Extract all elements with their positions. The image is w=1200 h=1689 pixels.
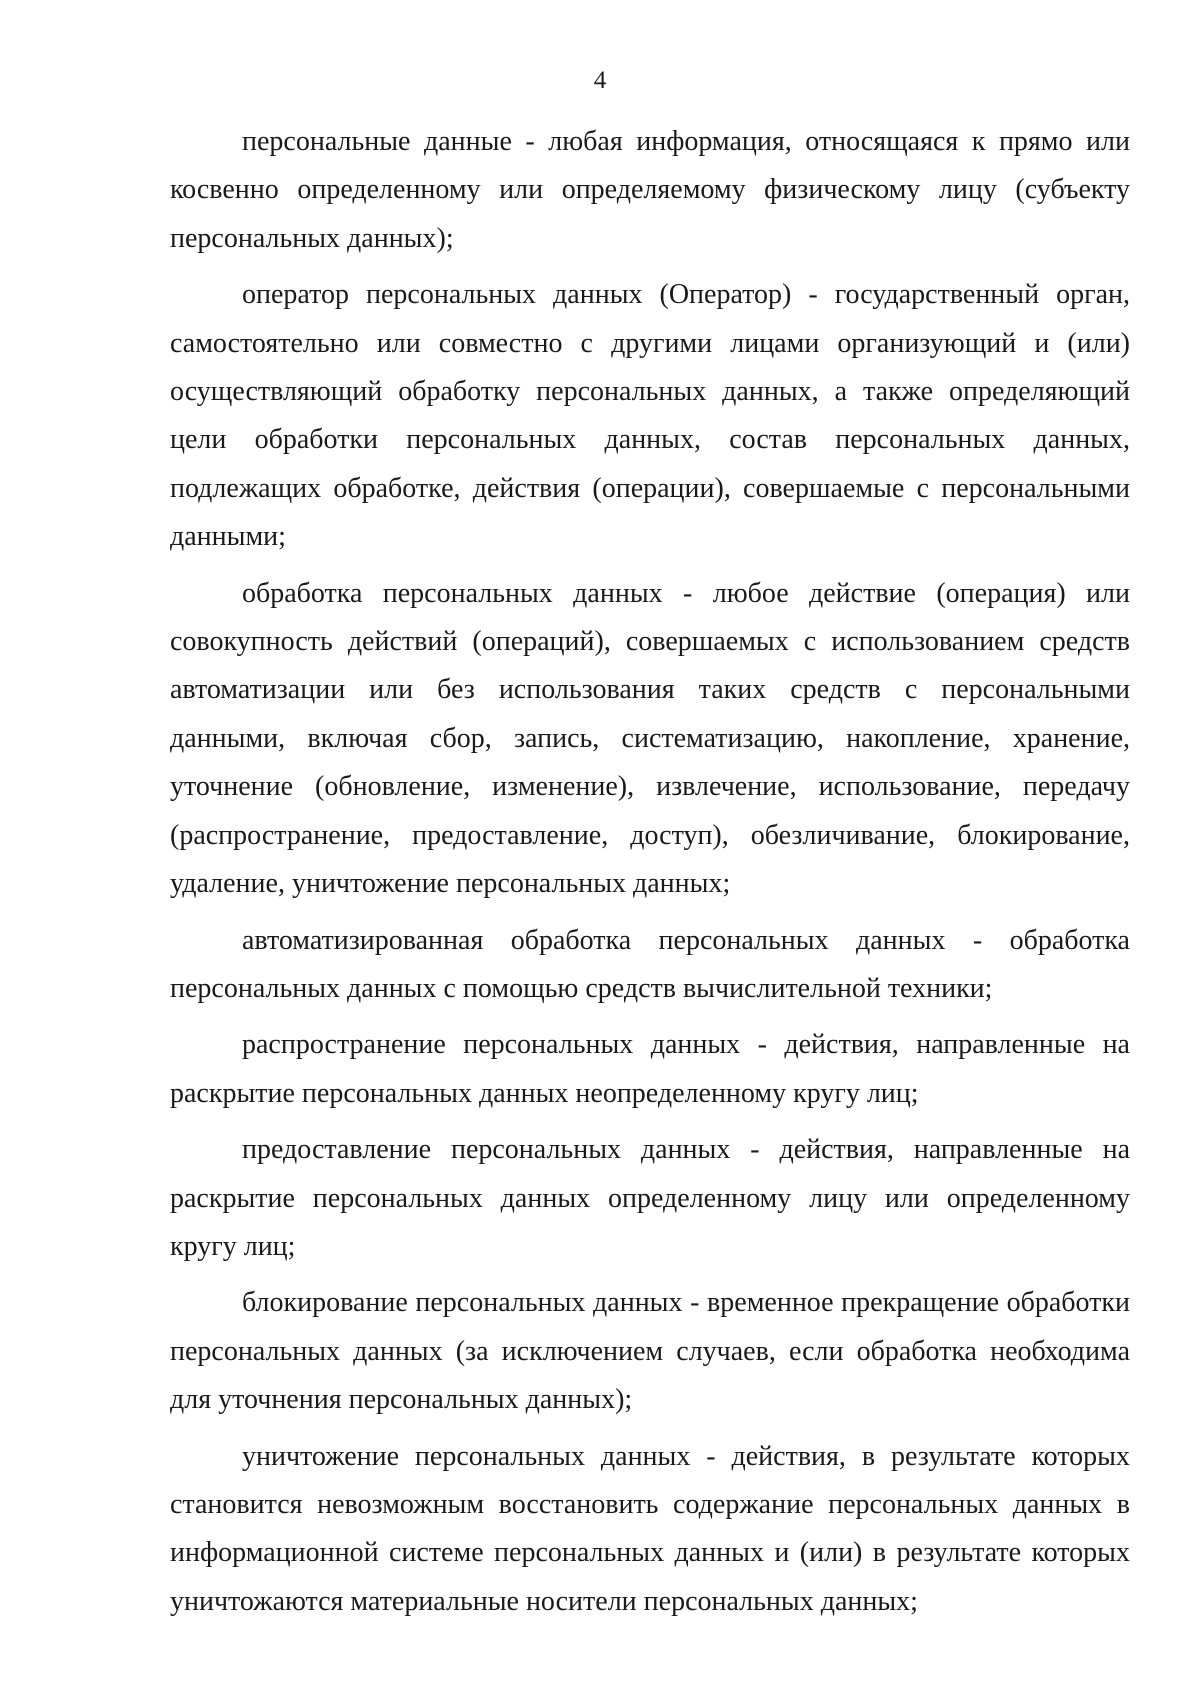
page-number: 4: [593, 67, 607, 94]
definition-blocking: блокирование персональных данных - временное прекращение обработки персональных данных (за исключением случаев, если обработка необходима для уточнения персональных данных);: [170, 1287, 1130, 1416]
document-body: [170, 118, 1130, 1634]
definition-personal-data: персональные данные - любая информация, относящаяся к прямо или косвенно определенному или определяемому физическому лицу (субъекту персональных данных);: [170, 126, 1130, 254]
definition-processing: обработка персональных данных - любое действие (операция) или совокупность действий (операций), совершаемых с использованием средств автоматизации или без использования таких средств с персональными данными, включая сбор, запись, систематизацию, накопление, хранение, уточнение (обновление, изменение), извлечение, использование, передачу (распространение, предоставление, доступ), обезличивание, блокирование, удаление, уничтожение персональных данных;: [170, 577, 1130, 900]
definition-provision: предоставление персональных данных - действия, направленные на раскрытие персональных данных определенному лицу или определенному кругу лиц;: [170, 1134, 1130, 1262]
definition-dissemination: распространение персональных данных - действия, направленные на раскрытие персональных данных неопределенному кругу лиц;: [170, 1029, 1130, 1109]
definition-operator: оператор персональных данных (Оператор) - государственный орган, самостоятельно или совместно с другими лицами организующий и (или) осуществляющий обработку персональных данных, а также определяющий цели обработки персональных данных, состав персональных данных, подлежащих обработке, действия (операции), совершаемые с персональными данными;: [170, 279, 1130, 553]
definition-automated-processing: автоматизированная обработка персональных данных - обработка персональных данных с помощью средств вычислительной техники;: [170, 924, 1130, 1004]
definition-destruction: уничтожение персональных данных - действия, в результате которых становится невозможным восстановить содержание персональных данных в информационной системе персональных данных и (или) в результате которых уничтожаются материальные носители персональных данных;: [170, 1440, 1130, 1617]
